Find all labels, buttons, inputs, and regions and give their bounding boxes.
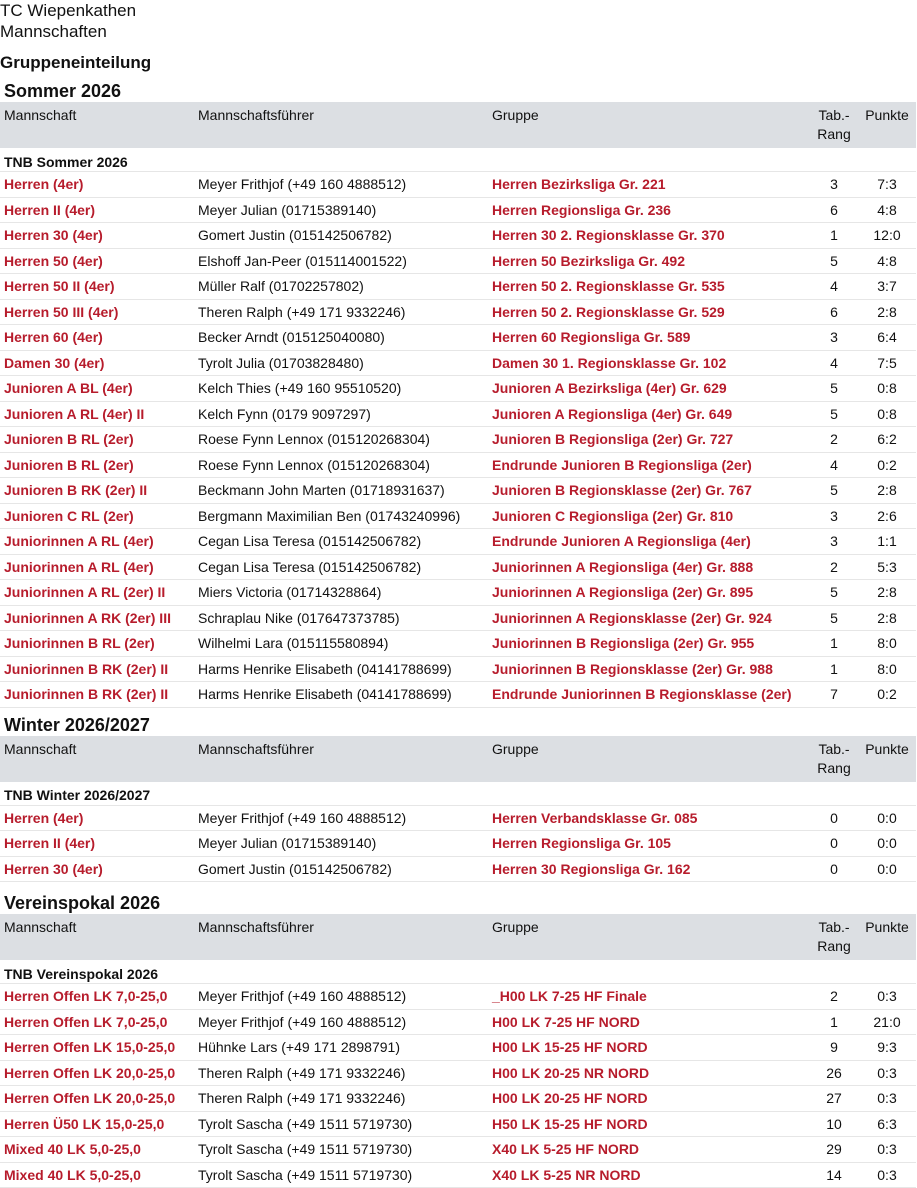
table-row bbox=[0, 631, 916, 657]
club-name: TC Wiepenkathen bbox=[0, 1, 137, 20]
page-subtitle: Mannschaften bbox=[0, 22, 107, 41]
group-link[interactable]: Junioren C Regionsliga (2er) Gr. 810 bbox=[488, 503, 810, 529]
team-link[interactable]: Herren 60 (4er) bbox=[0, 325, 194, 351]
table-rank: 5 bbox=[810, 401, 858, 427]
team-link[interactable]: Juniorinnen A RL (4er) bbox=[0, 529, 194, 555]
table-row bbox=[0, 1009, 916, 1035]
table-rank: 4 bbox=[810, 274, 858, 300]
team-leader: Theren Ralph (+49 171 9332246) bbox=[194, 1086, 488, 1112]
team-leader: Meyer Frithjof (+49 160 4888512) bbox=[194, 805, 488, 831]
col-header-group: Gruppe bbox=[488, 736, 810, 782]
group-link[interactable]: Junioren A Regionsliga (4er) Gr. 649 bbox=[488, 401, 810, 427]
table-rank: 1 bbox=[810, 656, 858, 682]
table-rank: 5 bbox=[810, 605, 858, 631]
table-rank: 27 bbox=[810, 1086, 858, 1112]
table-rank: 10 bbox=[810, 1111, 858, 1137]
section-sommer-2026 bbox=[0, 80, 917, 708]
section-title: Sommer 2026 bbox=[4, 81, 122, 101]
points: 7:5 bbox=[858, 350, 916, 376]
team-leader: Bergmann Maximilian Ben (01743240996) bbox=[194, 503, 488, 529]
group-label: TNB Sommer 2026 bbox=[0, 148, 916, 172]
team-leader: Hühnke Lars (+49 171 2898791) bbox=[194, 1035, 488, 1061]
team-leader: Harms Henrike Elisabeth (04141788699) bbox=[194, 682, 488, 708]
points: 0:8 bbox=[858, 376, 916, 402]
group-link[interactable]: H50 LK 15-25 HF NORD bbox=[488, 1111, 810, 1137]
team-link[interactable]: Damen 30 (4er) bbox=[0, 350, 194, 376]
team-link[interactable]: Juniorinnen B RK (2er) II bbox=[0, 682, 194, 708]
table-header-row bbox=[0, 102, 916, 148]
team-leader: Meyer Julian (01715389140) bbox=[194, 831, 488, 857]
points: 8:0 bbox=[858, 631, 916, 657]
table-header-row bbox=[0, 736, 916, 782]
table-row bbox=[0, 1086, 916, 1112]
team-leader: Becker Arndt (015125040080) bbox=[194, 325, 488, 351]
points: 0:3 bbox=[858, 1162, 916, 1188]
team-link[interactable]: Mixed 40 LK 5,0-25,0 bbox=[0, 1162, 194, 1188]
table-row bbox=[0, 223, 916, 249]
points: 2:8 bbox=[858, 605, 916, 631]
team-link[interactable]: Herren II (4er) bbox=[0, 831, 194, 857]
group-link[interactable]: Herren 30 Regionsliga Gr. 162 bbox=[488, 856, 810, 882]
table-row bbox=[0, 401, 916, 427]
table-row bbox=[0, 376, 916, 402]
points: 5:3 bbox=[858, 554, 916, 580]
points: 0:0 bbox=[858, 805, 916, 831]
group-link[interactable]: Endrunde Junioren B Regionsliga (2er) bbox=[488, 452, 810, 478]
team-link[interactable]: Junioren B RK (2er) II bbox=[0, 478, 194, 504]
table-rank: 5 bbox=[810, 376, 858, 402]
table-row bbox=[0, 554, 916, 580]
points: 2:8 bbox=[858, 299, 916, 325]
table-row bbox=[0, 831, 916, 857]
group-link[interactable]: Endrunde Juniorinnen B Regionsklasse (2er) bbox=[488, 682, 810, 708]
points: 0:3 bbox=[858, 984, 916, 1010]
team-leader: Tyrolt Sascha (+49 1511 5719730) bbox=[194, 1137, 488, 1163]
col-header-group: Gruppe bbox=[488, 102, 810, 148]
table-row bbox=[0, 325, 916, 351]
group-link[interactable]: Damen 30 1. Regionsklasse Gr. 102 bbox=[488, 350, 810, 376]
team-leader: Harms Henrike Elisabeth (04141788699) bbox=[194, 656, 488, 682]
team-link[interactable]: Juniorinnen B RK (2er) II bbox=[0, 656, 194, 682]
group-link[interactable]: Juniorinnen A Regionsliga (2er) Gr. 895 bbox=[488, 580, 810, 606]
team-link[interactable]: Juniorinnen A RL (4er) bbox=[0, 554, 194, 580]
table-row bbox=[0, 1035, 916, 1061]
group-link[interactable]: Juniorinnen A Regionsliga (4er) Gr. 888 bbox=[488, 554, 810, 580]
team-leader: Schraplau Nike (017647373785) bbox=[194, 605, 488, 631]
group-link[interactable]: _H00 LK 7-25 HF Finale bbox=[488, 984, 810, 1010]
team-table bbox=[0, 102, 916, 708]
team-leader: Wilhelmi Lara (015115580894) bbox=[194, 631, 488, 657]
group-link[interactable]: Junioren B Regionsklasse (2er) Gr. 767 bbox=[488, 478, 810, 504]
team-leader: Cegan Lisa Teresa (015142506782) bbox=[194, 554, 488, 580]
team-link[interactable]: Junioren C RL (2er) bbox=[0, 503, 194, 529]
team-link[interactable]: Junioren B RL (2er) bbox=[0, 427, 194, 453]
team-table bbox=[0, 914, 916, 1188]
table-row bbox=[0, 274, 916, 300]
team-link[interactable]: Herren Offen LK 15,0-25,0 bbox=[0, 1035, 194, 1061]
team-leader: Gomert Justin (015142506782) bbox=[194, 223, 488, 249]
group-link[interactable]: Herren Bezirksliga Gr. 221 bbox=[488, 172, 810, 198]
table-row bbox=[0, 1060, 916, 1086]
table-rank: 3 bbox=[810, 503, 858, 529]
table-rank: 2 bbox=[810, 427, 858, 453]
table-rank: 3 bbox=[810, 529, 858, 555]
col-header-group: Gruppe bbox=[488, 914, 810, 960]
section-title: Winter 2026/2027 bbox=[4, 714, 150, 735]
col-header-points: Punkte bbox=[858, 102, 916, 148]
table-rank: 5 bbox=[810, 580, 858, 606]
table-rank: 6 bbox=[810, 299, 858, 325]
team-link[interactable]: Juniorinnen A RK (2er) III bbox=[0, 605, 194, 631]
group-label: TNB Vereinspokal 2026 bbox=[0, 960, 916, 984]
group-link[interactable]: Herren 30 2. Regionsklasse Gr. 370 bbox=[488, 223, 810, 249]
points: 0:2 bbox=[858, 682, 916, 708]
table-row bbox=[0, 984, 916, 1010]
table-row bbox=[0, 1137, 916, 1163]
section-winter-2026-2027 bbox=[0, 714, 917, 883]
group-label-row bbox=[0, 782, 916, 806]
col-header-leader: Mannschaftsführer bbox=[194, 914, 488, 960]
group-link[interactable]: X40 LK 5-25 NR NORD bbox=[488, 1162, 810, 1188]
table-rank: 3 bbox=[810, 172, 858, 198]
table-row bbox=[0, 805, 916, 831]
group-link[interactable]: Junioren A Bezirksliga (4er) Gr. 629 bbox=[488, 376, 810, 402]
points: 6:4 bbox=[858, 325, 916, 351]
team-leader: Tyrolt Sascha (+49 1511 5719730) bbox=[194, 1111, 488, 1137]
team-link[interactable]: Mixed 40 LK 5,0-25,0 bbox=[0, 1137, 194, 1163]
points: 6:3 bbox=[858, 1111, 916, 1137]
table-row bbox=[0, 478, 916, 504]
group-link[interactable]: Herren Verbandsklasse Gr. 085 bbox=[488, 805, 810, 831]
table-rank: 7 bbox=[810, 682, 858, 708]
team-link[interactable]: Herren 30 (4er) bbox=[0, 856, 194, 882]
table-row bbox=[0, 656, 916, 682]
points: 0:3 bbox=[858, 1060, 916, 1086]
col-header-team: Mannschaft bbox=[0, 736, 194, 782]
table-rank: 5 bbox=[810, 478, 858, 504]
team-link[interactable]: Herren Offen LK 7,0-25,0 bbox=[0, 1009, 194, 1035]
table-rank: 29 bbox=[810, 1137, 858, 1163]
table-row bbox=[0, 452, 916, 478]
col-header-leader: Mannschaftsführer bbox=[194, 102, 488, 148]
group-label-row bbox=[0, 960, 916, 984]
team-link[interactable]: Herren Offen LK 7,0-25,0 bbox=[0, 984, 194, 1010]
table-rank: 1 bbox=[810, 1009, 858, 1035]
group-link[interactable]: Herren Regionsliga Gr. 236 bbox=[488, 197, 810, 223]
points: 4:8 bbox=[858, 197, 916, 223]
col-header-points: Punkte bbox=[858, 736, 916, 782]
team-leader: Meyer Julian (01715389140) bbox=[194, 197, 488, 223]
points: 6:2 bbox=[858, 427, 916, 453]
team-leader: Cegan Lisa Teresa (015142506782) bbox=[194, 529, 488, 555]
section-title: Vereinspokal 2026 bbox=[4, 893, 161, 913]
table-rank: 4 bbox=[810, 350, 858, 376]
group-link[interactable]: Juniorinnen A Regionsklasse (2er) Gr. 924 bbox=[488, 605, 810, 631]
team-link[interactable]: Herren 50 III (4er) bbox=[0, 299, 194, 325]
team-link[interactable]: Juniorinnen A RL (2er) II bbox=[0, 580, 194, 606]
table-rank: 9 bbox=[810, 1035, 858, 1061]
page-title: Gruppeneinteilung bbox=[0, 53, 152, 72]
table-rank: 0 bbox=[810, 831, 858, 857]
team-leader: Roese Fynn Lennox (015120268304) bbox=[194, 452, 488, 478]
col-header-leader: Mannschaftsführer bbox=[194, 736, 488, 782]
col-header-points: Punkte bbox=[858, 914, 916, 960]
table-rank: 14 bbox=[810, 1162, 858, 1188]
points: 3:7 bbox=[858, 274, 916, 300]
section-vereinspokal-2026 bbox=[0, 892, 917, 1188]
col-header-team: Mannschaft bbox=[0, 914, 194, 960]
team-link[interactable]: Herren (4er) bbox=[0, 172, 194, 198]
table-rank: 1 bbox=[810, 631, 858, 657]
group-link[interactable]: Herren 50 Bezirksliga Gr. 492 bbox=[488, 248, 810, 274]
group-link[interactable]: Endrunde Junioren A Regionsliga (4er) bbox=[488, 529, 810, 555]
table-rank: 0 bbox=[810, 856, 858, 882]
points: 2:8 bbox=[858, 580, 916, 606]
team-leader: Müller Ralf (01702257802) bbox=[194, 274, 488, 300]
table-row bbox=[0, 503, 916, 529]
table-rank: 2 bbox=[810, 984, 858, 1010]
points: 4:8 bbox=[858, 248, 916, 274]
group-link[interactable]: Herren 50 2. Regionsklasse Gr. 535 bbox=[488, 274, 810, 300]
team-leader: Meyer Frithjof (+49 160 4888512) bbox=[194, 984, 488, 1010]
table-rank: 0 bbox=[810, 805, 858, 831]
points: 8:0 bbox=[858, 656, 916, 682]
table-row bbox=[0, 605, 916, 631]
team-link[interactable]: Junioren A BL (4er) bbox=[0, 376, 194, 402]
group-link[interactable]: H00 LK 7-25 HF NORD bbox=[488, 1009, 810, 1035]
points: 0:0 bbox=[858, 831, 916, 857]
table-row bbox=[0, 682, 916, 708]
group-link[interactable]: Junioren B Regionsliga (2er) Gr. 727 bbox=[488, 427, 810, 453]
table-row bbox=[0, 529, 916, 555]
team-link[interactable]: Herren 50 II (4er) bbox=[0, 274, 194, 300]
table-rank: 1 bbox=[810, 223, 858, 249]
table-row bbox=[0, 299, 916, 325]
points: 21:0 bbox=[858, 1009, 916, 1035]
team-leader: Theren Ralph (+49 171 9332246) bbox=[194, 299, 488, 325]
points: 7:3 bbox=[858, 172, 916, 198]
col-header-rank: Tab.-Rang bbox=[810, 102, 858, 148]
team-leader: Elshoff Jan-Peer (015114001522) bbox=[194, 248, 488, 274]
points: 12:0 bbox=[858, 223, 916, 249]
team-link[interactable]: Juniorinnen B RL (2er) bbox=[0, 631, 194, 657]
table-row bbox=[0, 856, 916, 882]
col-header-rank: Tab.-Rang bbox=[810, 914, 858, 960]
group-link[interactable]: Herren 60 Regionsliga Gr. 589 bbox=[488, 325, 810, 351]
table-row bbox=[0, 172, 916, 198]
group-link[interactable]: Herren 50 2. Regionsklasse Gr. 529 bbox=[488, 299, 810, 325]
team-link[interactable]: Herren Offen LK 20,0-25,0 bbox=[0, 1086, 194, 1112]
team-leader: Meyer Frithjof (+49 160 4888512) bbox=[194, 1009, 488, 1035]
table-row bbox=[0, 427, 916, 453]
points: 2:8 bbox=[858, 478, 916, 504]
table-row bbox=[0, 1162, 916, 1188]
table-row bbox=[0, 580, 916, 606]
team-link[interactable]: Junioren A RL (4er) II bbox=[0, 401, 194, 427]
team-leader: Meyer Frithjof (+49 160 4888512) bbox=[194, 172, 488, 198]
team-link[interactable]: Junioren B RL (2er) bbox=[0, 452, 194, 478]
team-leader: Kelch Fynn (0179 9097297) bbox=[194, 401, 488, 427]
team-leader: Roese Fynn Lennox (015120268304) bbox=[194, 427, 488, 453]
table-row bbox=[0, 1111, 916, 1137]
team-link[interactable]: Herren 50 (4er) bbox=[0, 248, 194, 274]
points: 0:3 bbox=[858, 1086, 916, 1112]
team-link[interactable]: Herren (4er) bbox=[0, 805, 194, 831]
points: 0:8 bbox=[858, 401, 916, 427]
team-link[interactable]: Herren II (4er) bbox=[0, 197, 194, 223]
team-leader: Kelch Thies (+49 160 95510520) bbox=[194, 376, 488, 402]
points: 0:2 bbox=[858, 452, 916, 478]
table-rank: 3 bbox=[810, 325, 858, 351]
team-leader: Beckmann John Marten (01718931637) bbox=[194, 478, 488, 504]
table-row bbox=[0, 248, 916, 274]
group-link[interactable]: H00 LK 15-25 HF NORD bbox=[488, 1035, 810, 1061]
group-link[interactable]: Juniorinnen B Regionsklasse (2er) Gr. 988 bbox=[488, 656, 810, 682]
table-rank: 4 bbox=[810, 452, 858, 478]
points: 2:6 bbox=[858, 503, 916, 529]
group-link[interactable]: H00 LK 20-25 NR NORD bbox=[488, 1060, 810, 1086]
table-rank: 2 bbox=[810, 554, 858, 580]
group-label: TNB Winter 2026/2027 bbox=[0, 782, 916, 806]
table-row bbox=[0, 197, 916, 223]
team-leader: Gomert Justin (015142506782) bbox=[194, 856, 488, 882]
table-header-row bbox=[0, 914, 916, 960]
points: 0:3 bbox=[858, 1137, 916, 1163]
group-link[interactable]: X40 LK 5-25 HF NORD bbox=[488, 1137, 810, 1163]
table-rank: 6 bbox=[810, 197, 858, 223]
table-rank: 5 bbox=[810, 248, 858, 274]
team-link[interactable]: Herren 30 (4er) bbox=[0, 223, 194, 249]
col-header-rank: Tab.-Rang bbox=[810, 736, 858, 782]
points: 0:0 bbox=[858, 856, 916, 882]
points: 9:3 bbox=[858, 1035, 916, 1061]
team-leader: Tyrolt Julia (01703828480) bbox=[194, 350, 488, 376]
group-link[interactable]: H00 LK 20-25 HF NORD bbox=[488, 1086, 810, 1112]
team-leader: Theren Ralph (+49 171 9332246) bbox=[194, 1060, 488, 1086]
group-link[interactable]: Herren Regionsliga Gr. 105 bbox=[488, 831, 810, 857]
table-row bbox=[0, 350, 916, 376]
team-link[interactable]: Herren Offen LK 20,0-25,0 bbox=[0, 1060, 194, 1086]
group-label-row bbox=[0, 148, 916, 172]
team-link[interactable]: Herren Ü50 LK 15,0-25,0 bbox=[0, 1111, 194, 1137]
table-rank: 26 bbox=[810, 1060, 858, 1086]
points: 1:1 bbox=[858, 529, 916, 555]
group-link[interactable]: Juniorinnen B Regionsliga (2er) Gr. 955 bbox=[488, 631, 810, 657]
team-leader: Tyrolt Sascha (+49 1511 5719730) bbox=[194, 1162, 488, 1188]
col-header-team: Mannschaft bbox=[0, 102, 194, 148]
team-leader: Miers Victoria (01714328864) bbox=[194, 580, 488, 606]
team-table bbox=[0, 736, 916, 883]
